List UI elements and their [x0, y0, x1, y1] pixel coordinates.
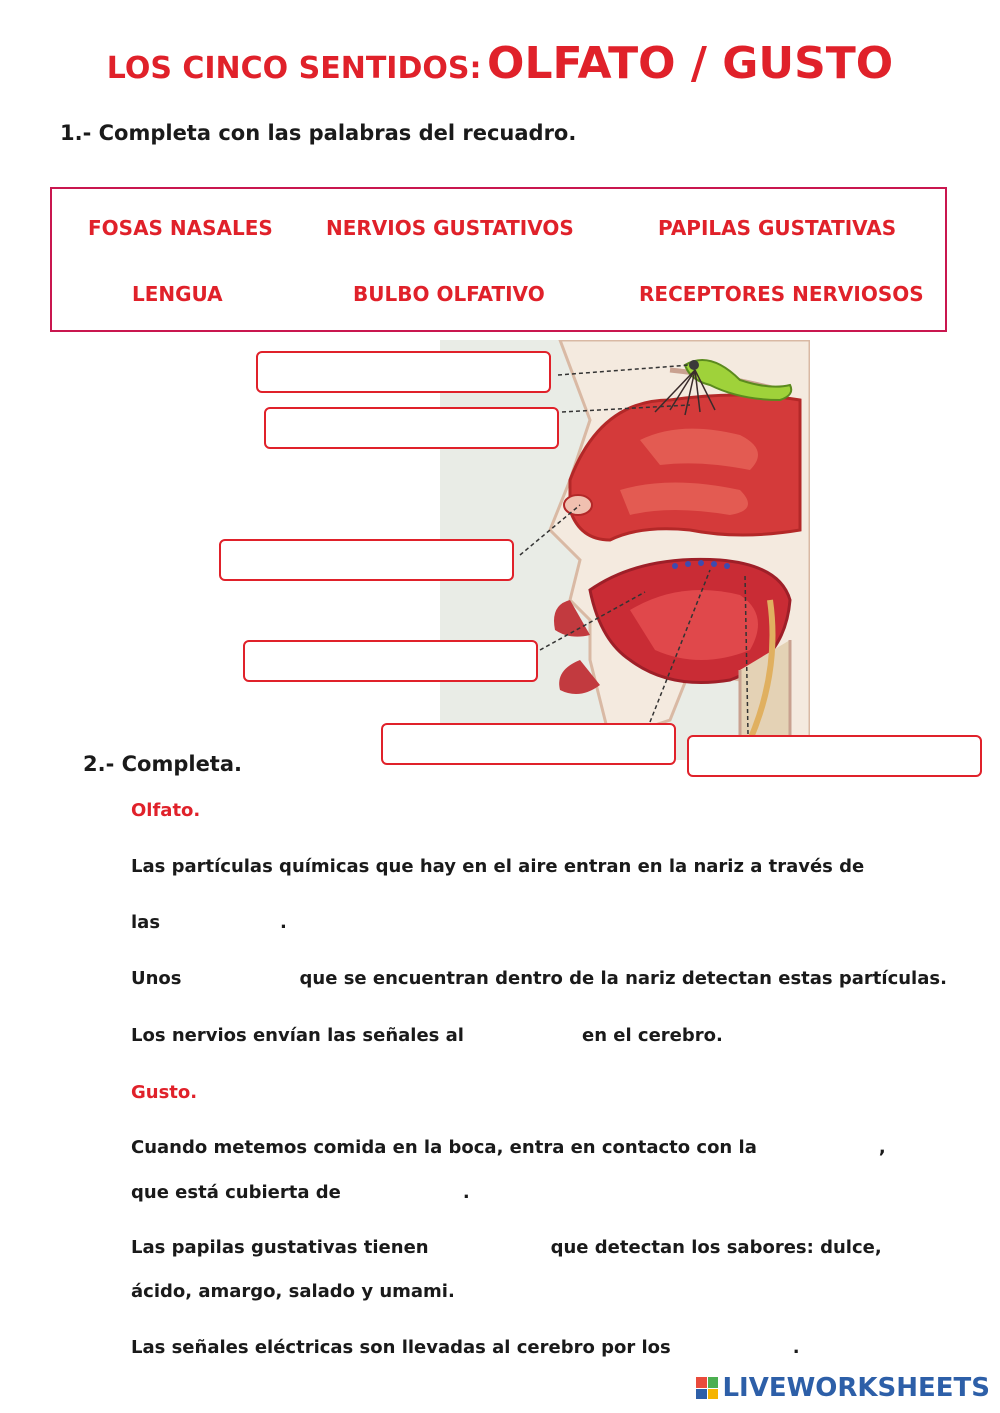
olfato-line-3-start: Unos	[131, 968, 182, 989]
question-2: 2.- Completa.	[83, 752, 242, 776]
word-bulbo-olfativo: BULBO OLFATIVO	[353, 282, 545, 306]
gusto-line-5-start: Las señales eléctricas son llevadas al cerebro por los	[131, 1337, 671, 1358]
period: .	[792, 1337, 800, 1358]
logo-square-4	[708, 1389, 719, 1400]
gusto-line-2-start: que está cubierta de	[131, 1182, 341, 1203]
logo-square-2	[708, 1377, 719, 1388]
gusto-line-1	[131, 1137, 886, 1158]
answer-box-1[interactable]	[256, 351, 551, 393]
section-olfato-heading: Olfato.	[131, 800, 201, 821]
section-gusto-heading: Gusto.	[131, 1082, 198, 1103]
answer-box-5[interactable]	[381, 723, 676, 765]
logo-squares-icon	[696, 1377, 718, 1399]
gusto-line-3-start: Las papilas gustativas tienen	[131, 1237, 429, 1258]
title-prefix: LOS CINCO SENTIDOS:	[106, 51, 482, 86]
answer-box-3[interactable]	[219, 539, 514, 581]
word-nervios-gustativos: NERVIOS GUSTATIVOS	[326, 216, 574, 240]
answer-box-6[interactable]	[687, 735, 982, 777]
brand-name: LIVEWORKSHEETS	[722, 1373, 990, 1403]
gusto-line-5	[131, 1337, 800, 1358]
olfato-line-4-end: en el cerebro.	[581, 1025, 723, 1046]
olfato-line-3-end: que se encuentran dentro de la nariz detectan estas partículas.	[299, 968, 947, 989]
gusto-line-2	[131, 1182, 470, 1203]
gusto-line-3	[131, 1237, 882, 1258]
liveworksheets-logo	[696, 1373, 990, 1403]
logo-square-3	[696, 1389, 707, 1400]
word-receptores-nerviosos: RECEPTORES NERVIOSOS	[639, 282, 924, 306]
title-main: OLFATO / GUSTO	[487, 38, 894, 89]
olfato-line-4-start: Los nervios envían las señales al	[131, 1025, 464, 1046]
answer-box-4[interactable]	[243, 640, 538, 682]
olfato-line-1: Las partículas químicas que hay en el aire entran en la nariz a través de	[131, 856, 865, 877]
period: .	[462, 1182, 470, 1203]
olfato-line-2-text: las	[131, 912, 161, 933]
comma: ,	[878, 1137, 886, 1158]
word-lengua: LENGUA	[132, 282, 223, 306]
word-papilas-gustativas: PAPILAS GUSTATIVAS	[658, 216, 897, 240]
olfato-line-3	[131, 968, 947, 989]
gusto-line-1-start: Cuando metemos comida en la boca, entra en contacto con la	[131, 1137, 757, 1158]
logo-square-1	[696, 1377, 707, 1388]
period: .	[280, 912, 287, 933]
olfato-line-2	[131, 912, 287, 933]
answer-box-2[interactable]	[264, 407, 559, 449]
gusto-line-3-end: que detectan los sabores: dulce,	[550, 1237, 882, 1258]
word-fosas-nasales: FOSAS NASALES	[88, 216, 273, 240]
gusto-line-4: ácido, amargo, salado y umami.	[131, 1281, 455, 1302]
olfato-line-4	[131, 1025, 723, 1046]
question-1: 1.- Completa con las palabras del recuadro.	[60, 121, 577, 145]
